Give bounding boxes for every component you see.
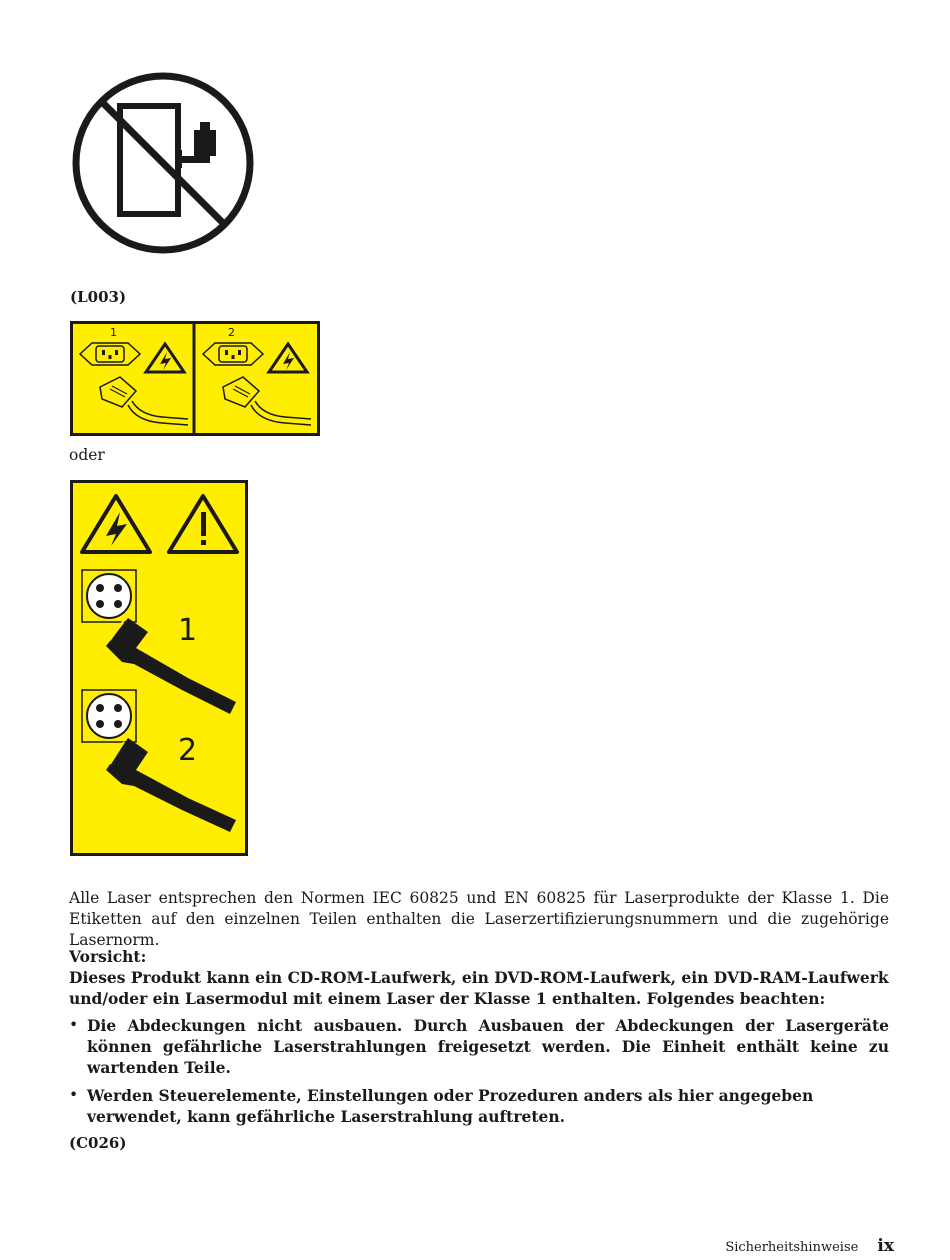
plug-1-number: 1 (178, 613, 198, 648)
power-cord-warning-label (70, 321, 320, 436)
page-footer (725, 1236, 894, 1256)
multiple-power-source-warning-label (70, 480, 248, 856)
footer-page-number: ix (877, 1236, 894, 1256)
label-l003: (L003) (70, 288, 127, 306)
caution-text: Dieses Produkt kann ein CD-ROM-Laufwerk, ein DVD-ROM-Laufwerk, ein DVD-RAM-Laufwerk und/oder ein Lasermodul mit einem Laser der Klasse 1 enthalten. Folgendes beachten: (69, 968, 889, 1008)
caution-bullet-1: • Die Abdeckungen nicht ausbauen. Durch Ausbauen der Abdeckungen der Lasergeräte können gefährliche Laserstrahlungen freigesetzt werden. Die Einheit enthält keine zu wartenden Teile. (69, 1015, 889, 1078)
plug-2-number: 2 (178, 733, 198, 768)
caution-bullet-list (69, 1015, 889, 1127)
panel-2-number: 2 (228, 326, 235, 339)
caution-bullet-2: • Werden Steuerelemente, Einstellungen oder Prozeduren anders als hier angegeben verwendet, kann gefährliche Laserstrahlung auftreten. (69, 1085, 889, 1127)
footer-section-title: Sicherheitshinweise (725, 1240, 859, 1255)
caution-heading: Vorsicht: (69, 947, 147, 966)
label-oder: oder (69, 446, 105, 464)
panel-1-number: 1 (110, 326, 117, 339)
caution-block (69, 946, 889, 1152)
label-c026: (C026) (69, 1134, 127, 1152)
laser-intro-paragraph: Alle Laser entsprechen den Normen IEC 60825 und EN 60825 für Laserprodukte der Klasse 1. Die Etiketten auf den einzelnen Teilen enthalten die Laserzertifizierungsnummern und die zugehörige Lasernorm. (69, 889, 889, 949)
no-sliding-rack-icon (68, 68, 258, 258)
